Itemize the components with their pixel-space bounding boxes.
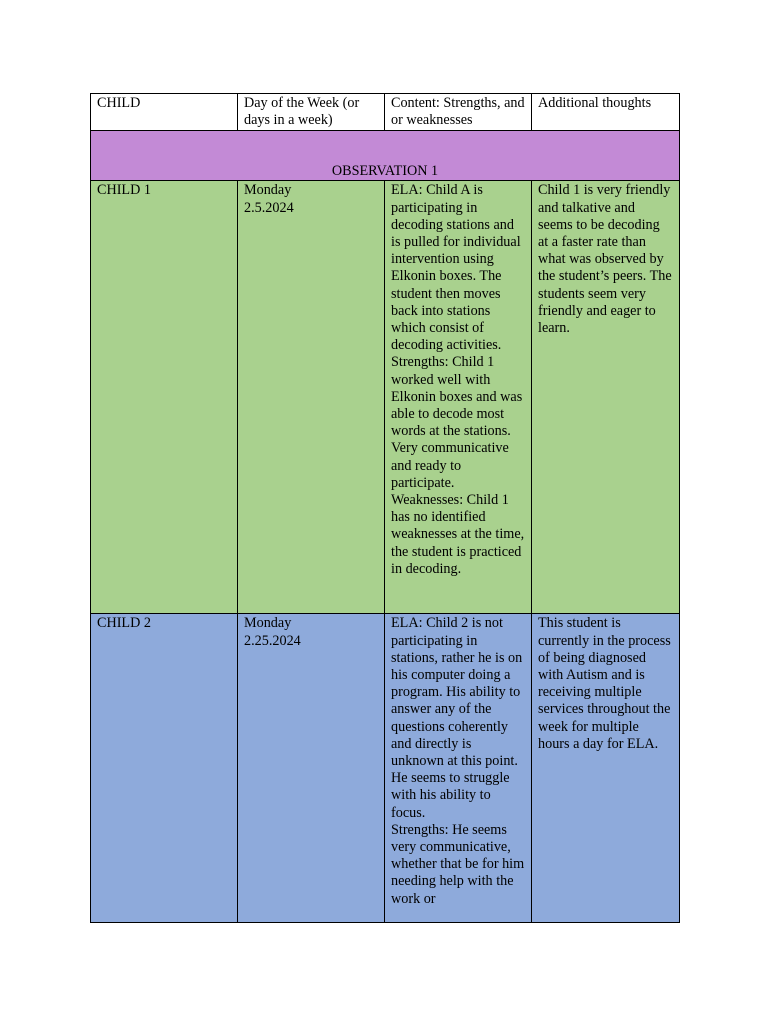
observation-day: Monday 2.5.2024 <box>238 181 385 614</box>
header-content: Content: Strengths, and or weaknesses <box>385 94 532 131</box>
section-title: OBSERVATION 1 <box>91 131 680 181</box>
table-row <box>91 181 680 614</box>
table-header-row <box>91 94 680 131</box>
observation-content: ELA: Child A is participating in decoding stations and is pulled for individual intervention using Elkonin boxes. The student then moves back into stations which consist of decoding activities. Strengths: Child 1 worked well with Elkonin boxes and was able to decode most words at the stations. Very communicative and ready to participate. Weaknesses: Child 1 has no identified weaknesses at the time, the student is practiced in decoding. <box>385 181 532 614</box>
header-thoughts: Additional thoughts <box>532 94 680 131</box>
observation-day: Monday 2.25.2024 <box>238 614 385 923</box>
header-child: CHILD <box>91 94 238 131</box>
header-day: Day of the Week (or days in a week) <box>238 94 385 131</box>
table-row <box>91 614 680 923</box>
section-row <box>91 131 680 181</box>
child-name: CHILD 2 <box>91 614 238 923</box>
child-name: CHILD 1 <box>91 181 238 614</box>
observation-content: ELA: Child 2 is not participating in stations, rather he is on his computer doing a program. His ability to answer any of the questions coherently and directly is unknown at this point. He seems to struggle with his ability to focus. Strengths: He seems very communicative, whether that be for him needing help with the work or <box>391 615 525 907</box>
observation-table <box>90 93 680 923</box>
additional-thoughts: Child 1 is very friendly and talkative and seems to be decoding at a faster rate than what was observed by the student’s peers. The students seem very friendly and eager to learn. <box>532 181 680 614</box>
additional-thoughts: This student is currently in the process of being diagnosed with Autism and is receiving multiple services throughout the week for multiple hours a day for ELA. <box>532 614 680 923</box>
observation-content-cell <box>385 614 532 923</box>
